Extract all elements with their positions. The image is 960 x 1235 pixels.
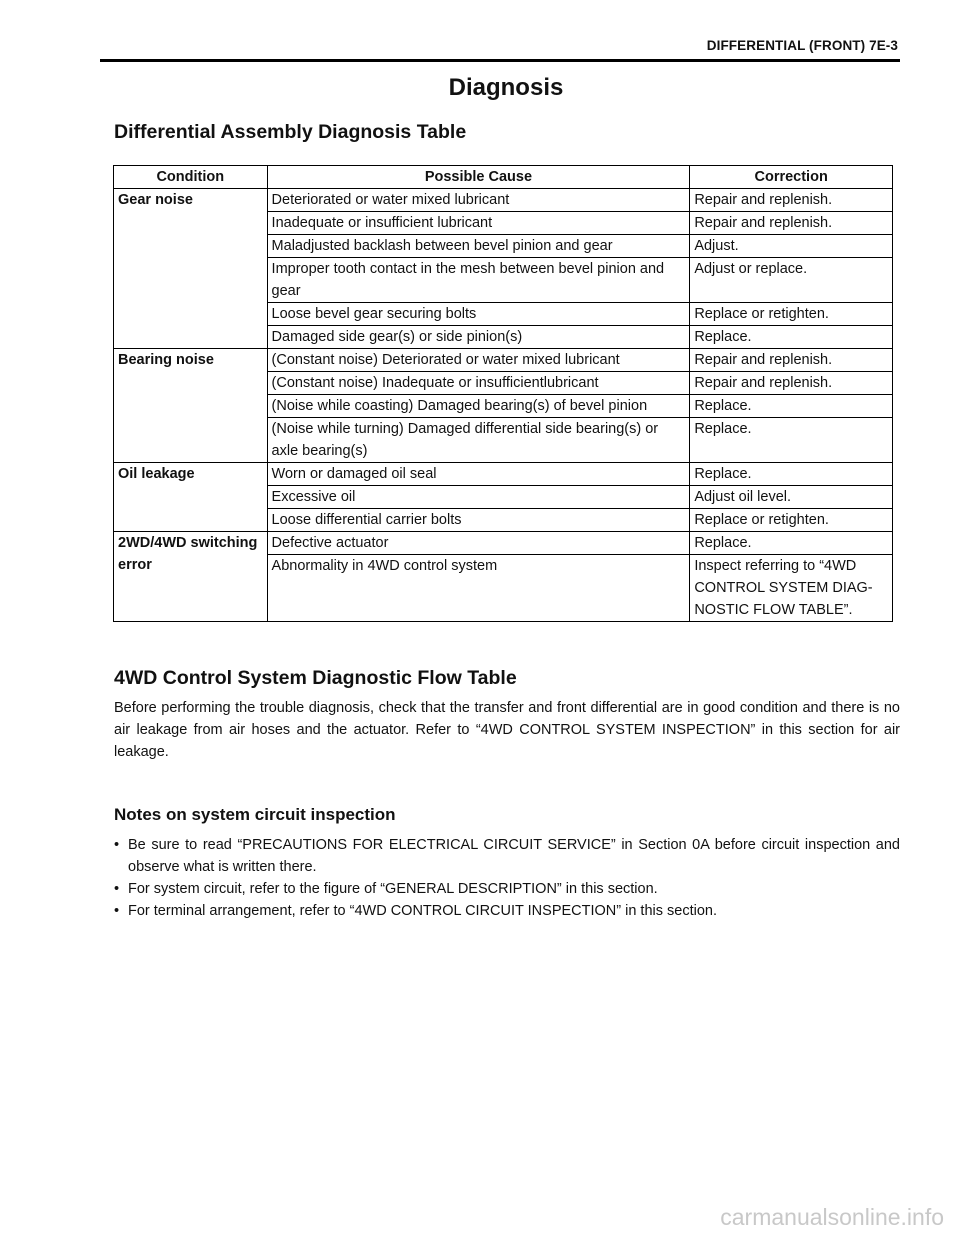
table-row	[114, 463, 893, 486]
cause-cell: Improper tooth contact in the mesh between bevel pinion and gear	[267, 258, 690, 303]
correction-cell: Adjust oil level.	[690, 486, 893, 509]
note-text: For system circuit, refer to the figure of “GENERAL DESCRIPTION” in this section.	[128, 881, 658, 897]
correction-cell: Repair and replenish.	[690, 349, 893, 372]
cause-cell: Damaged side gear(s) or side pinion(s)	[267, 326, 690, 349]
list-item	[114, 900, 900, 922]
list-item	[114, 878, 900, 900]
table-row	[114, 349, 893, 372]
condition-cell: 2WD/4WD switching error	[114, 532, 268, 622]
cause-cell: (Constant noise) Deteriorated or water mixed lubricant	[267, 349, 690, 372]
condition-cell: Oil leakage	[114, 463, 268, 532]
note-text: Be sure to read “PRECAUTIONS FOR ELECTRICAL CIRCUIT SERVICE” in Section 0A before circuit inspection and observe what is written there.	[128, 837, 900, 875]
bullet-icon: •	[114, 881, 120, 897]
cause-cell: Excessive oil	[267, 486, 690, 509]
correction-cell: Replace.	[690, 463, 893, 486]
cause-cell: Loose differential carrier bolts	[267, 509, 690, 532]
correction-cell: Replace or retighten.	[690, 509, 893, 532]
cause-cell: Inadequate or insufficient lubricant	[267, 212, 690, 235]
bullet-icon: •	[114, 837, 120, 853]
list-item	[114, 834, 900, 878]
header-rule	[100, 59, 900, 62]
correction-cell: Replace.	[690, 532, 893, 555]
section-heading-flow-table: 4WD Control System Diagnostic Flow Table	[114, 667, 517, 689]
flow-table-paragraph: Before performing the trouble diagnosis, check that the transfer and front differential are in good condition and there is no air leakage from air hoses and the actuator. Refer to “4WD CONTROL SYSTEM INSPECTION” in this section for air leakage.	[114, 700, 900, 760]
correction-cell: Replace or retighten.	[690, 303, 893, 326]
cause-cell: Defective actuator	[267, 532, 690, 555]
correction-cell: Replace.	[690, 395, 893, 418]
correction-cell: Repair and replenish.	[690, 189, 893, 212]
note-text: For terminal arrangement, refer to “4WD CONTROL CIRCUIT INSPECTION” in this section.	[128, 903, 717, 919]
cause-cell: Deteriorated or water mixed lubricant	[267, 189, 690, 212]
header-possible-cause: Possible Cause	[267, 166, 690, 189]
page-title: Diagnosis	[448, 74, 564, 101]
section-heading-circuit-notes: Notes on system circuit inspection	[114, 805, 396, 824]
bullet-icon: •	[114, 903, 120, 919]
cause-cell: (Constant noise) Inadequate or insufficientlubricant	[267, 372, 690, 395]
cause-cell: Loose bevel gear securing bolts	[267, 303, 690, 326]
correction-cell: Repair and replenish.	[690, 372, 893, 395]
correction-cell: Inspect referring to “4WD CONTROL SYSTEM DIAG-NOSTIC FLOW TABLE”.	[690, 555, 893, 622]
cause-cell: Abnormality in 4WD control system	[267, 555, 690, 622]
cause-cell: Maladjusted backlash between bevel pinion and gear	[267, 235, 690, 258]
header-condition: Condition	[114, 166, 268, 189]
condition-cell: Gear noise	[114, 189, 268, 349]
correction-cell: Adjust or replace.	[690, 258, 893, 303]
condition-cell: Bearing noise	[114, 349, 268, 463]
correction-cell: Replace.	[690, 326, 893, 349]
table-header-row	[114, 166, 893, 189]
running-header: DIFFERENTIAL (FRONT) 7E-3	[706, 38, 898, 53]
table-row	[114, 532, 893, 555]
cause-cell: (Noise while coasting) Damaged bearing(s) of bevel pinion	[267, 395, 690, 418]
cause-cell: Worn or damaged oil seal	[267, 463, 690, 486]
diagnosis-table	[113, 165, 893, 622]
header-correction: Correction	[690, 166, 893, 189]
cause-cell: (Noise while turning) Damaged differential side bearing(s) or axle bearing(s)	[267, 418, 690, 463]
watermark: carmanualsonline.info	[720, 1204, 944, 1230]
notes-list	[114, 834, 900, 922]
table-row	[114, 189, 893, 212]
correction-cell: Adjust.	[690, 235, 893, 258]
section-heading-diagnosis-table: Differential Assembly Diagnosis Table	[114, 121, 467, 143]
correction-cell: Replace.	[690, 418, 893, 463]
correction-cell: Repair and replenish.	[690, 212, 893, 235]
